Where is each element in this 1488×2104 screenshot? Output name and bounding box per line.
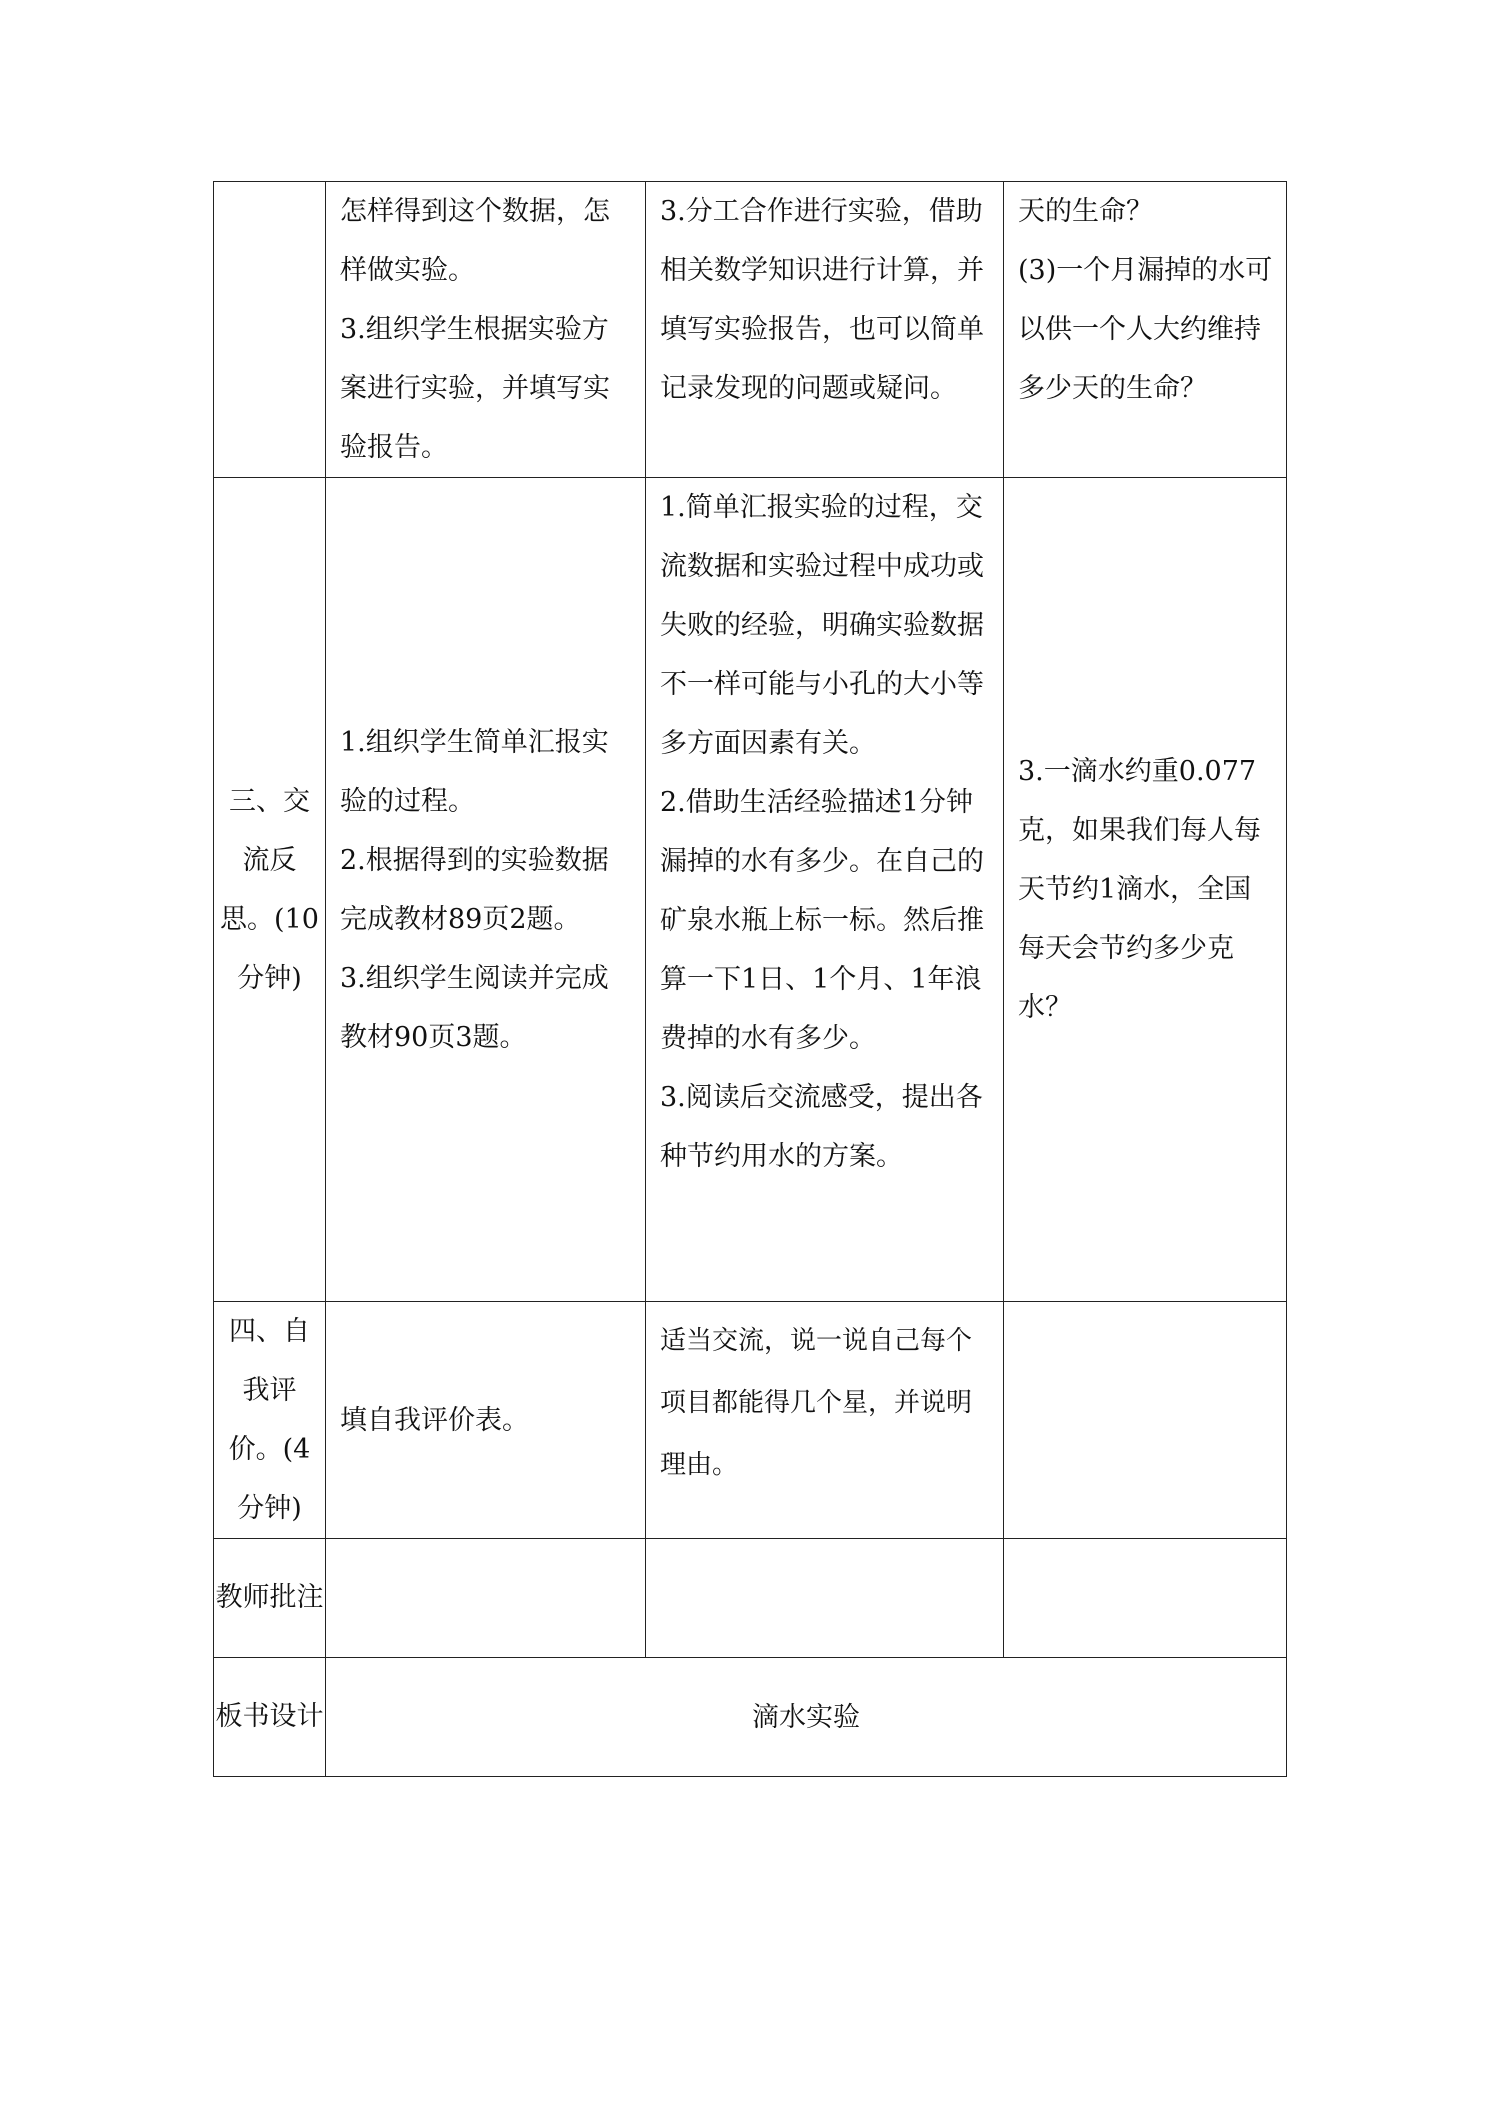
exercise-cell: [1004, 478, 1287, 1302]
empty-cell: [1004, 1539, 1287, 1658]
stage-cell: [214, 182, 326, 478]
teacher-activity-cell: [326, 182, 646, 478]
paragraph: 1.组织学生简单汇报实验的过程。: [340, 726, 609, 817]
stage-cell: [214, 478, 326, 1302]
paragraph: 2.根据得到的实验数据完成教材89页2题。: [340, 844, 609, 935]
table-row: [214, 478, 1287, 1302]
paragraph: 填自我评价表。: [340, 1404, 529, 1436]
paragraph: 天的生命？: [1018, 196, 1153, 227]
paragraph: 3.组织学生根据实验方案进行实验，并填写实验报告。: [340, 314, 610, 463]
table-row: [214, 1539, 1287, 1658]
board-design-cell: [326, 1658, 1287, 1777]
stage-label: 四、自我评价。(4分钟): [228, 1316, 311, 1524]
table-row: [214, 1302, 1287, 1539]
student-activity-cell: [646, 182, 1004, 478]
paragraph: 3.一滴水约重0.077克，如果我们每人每天节约1滴水，全国每天会节约多少克水？: [1018, 756, 1261, 1023]
board-design-header: [214, 1658, 326, 1777]
row-header-label: 板书设计: [215, 1701, 324, 1732]
teacher-activity-cell: [326, 1302, 646, 1539]
student-activity-cell: [646, 1302, 1004, 1539]
stage-label: 三、交流反思。(10分钟): [220, 785, 319, 994]
paragraph: 2.借助生活经验描述1分钟漏掉的水有多少。在自己的矿泉水瓶上标一标。然后推算一下1日、1个月、1年浪费掉的水有多少。: [660, 787, 984, 1054]
paragraph: 3.组织学生阅读并完成教材90页3题。: [340, 962, 609, 1053]
empty-cell: [646, 1539, 1004, 1658]
lesson-plan-table: [213, 181, 1287, 1777]
paragraph: 3.分工合作进行实验，借助相关数学知识进行计算，并填写实验报告，也可以简单记录发现的问题或疑问。: [660, 196, 984, 404]
exercise-cell: [1004, 1302, 1287, 1539]
stage-cell: [214, 1302, 326, 1539]
empty-cell: [326, 1539, 646, 1658]
table-row: [214, 182, 1287, 478]
row-header-label: 教师批注: [215, 1582, 324, 1613]
table-row: [214, 1658, 1287, 1777]
paragraph: (3)一个月漏掉的水可以供一个人大约维持多少天的生命？: [1018, 255, 1273, 404]
paragraph: 3.阅读后交流感受，提出各种节约用水的方案。: [660, 1082, 983, 1172]
paragraph: 适当交流，说一说自己每个项目都能得几个星，并说明理由。: [660, 1326, 973, 1480]
teacher-notes-header: [214, 1539, 326, 1658]
paragraph: 1.简单汇报实验的过程，交流数据和实验过程中成功或失败的经验，明确实验数据不一样可能与小孔的大小等多方面因素有关。: [660, 492, 984, 759]
exercise-cell: [1004, 182, 1287, 478]
board-design-title: 滴水实验: [752, 1701, 860, 1733]
paragraph: 怎样得到这个数据，怎样做实验。: [340, 196, 610, 286]
teacher-activity-cell: [326, 478, 646, 1302]
student-activity-cell: [646, 478, 1004, 1302]
